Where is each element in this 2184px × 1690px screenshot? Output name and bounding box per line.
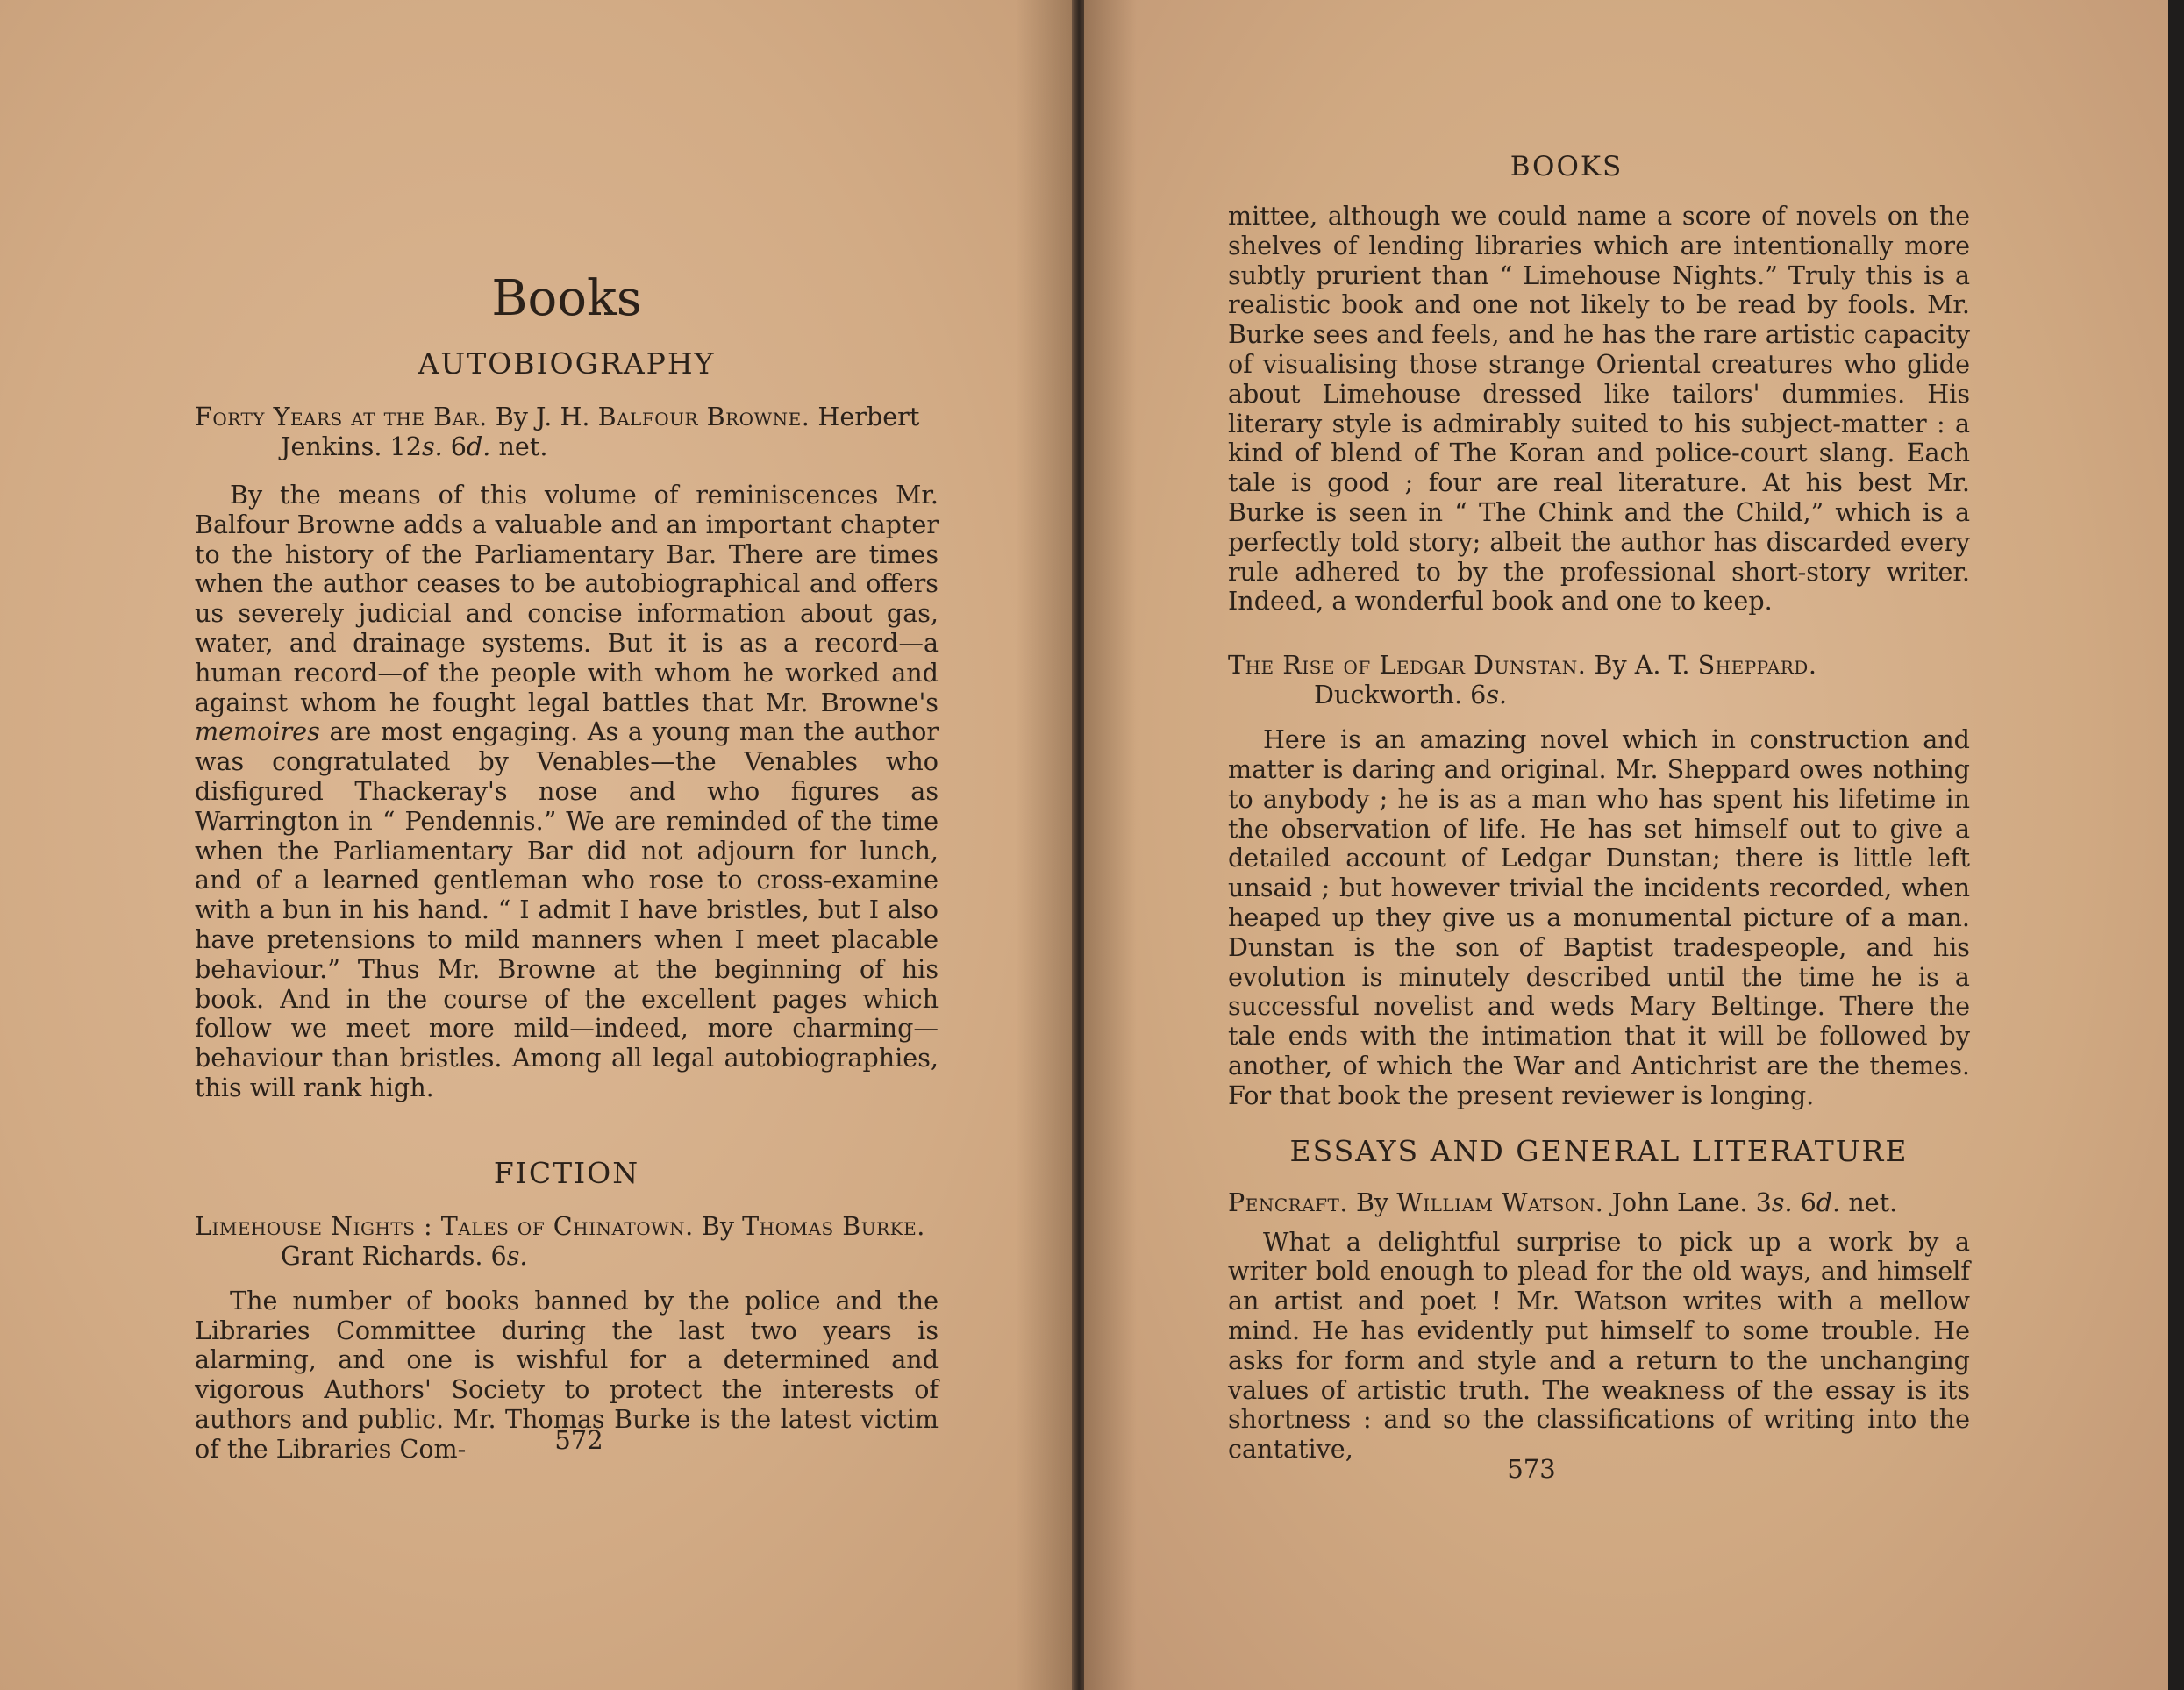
- price-net: net.: [498, 431, 548, 461]
- section-heading-fiction: FICTION: [493, 1155, 640, 1190]
- running-head: BOOKS: [1510, 151, 1624, 182]
- author-name: William Watson.: [1396, 1187, 1604, 1217]
- review-text: are most engaging. As a young man the author was congratulated by Venables—the Venables who disfigured Thackeray's nose and who figures as Warrington in “ Pendennis.” We are reminded of the time when the Parliamentary Bar did not adjourn for lunch, and of a learned gentleman who rose to cross-examine with a bun in his hand. “ I admit I have bristles, but I also have pretensions to mild manners when I meet placable behaviour.” Thus Mr. Browne at the beginning of his book. And in the course of the excellent pages which follow we meet more mild—indeed, more charming—behaviour than bristles. Among all legal autobiographies, this will rank high.: [195, 717, 939, 1102]
- book-title: The Rise of Ledgar Dunstan.: [1228, 650, 1587, 681]
- price: 6s.: [490, 1240, 528, 1271]
- review-paragraph: What a delightful surprise to pick up a work by a writer bold enough to plead for the old ways, and himself an artist and poet ! Mr. Watson writes with a mellow mind. He has evidently put himself to some trouble. He asks for form and style and a return to the unchanging values of artistic truth. The weakness of the essay is its shortness : and so the classifications of writing into the cantative,: [1228, 1226, 1970, 1465]
- book-entry-pencraft: [1228, 1187, 1970, 1217]
- price-pence: 6d.: [1800, 1187, 1841, 1217]
- right-page: [1084, 0, 2168, 1690]
- gutter-shadow-left: [1016, 0, 1077, 1690]
- left-column: [195, 270, 939, 1465]
- book-title: Forty Years at the Bar.: [195, 402, 488, 431]
- byline: By J. H.: [495, 402, 590, 431]
- price-shillings: 3s.: [1755, 1187, 1793, 1217]
- book-entry-limehouse-nights: [195, 1211, 939, 1271]
- publisher: Grant Richards.: [281, 1240, 483, 1271]
- review-text: By the means of this volume of reminiscences Mr. Balfour Browne adds a valuable and an important chapter to the history of the Parliamentary Bar. There are times when the author ceases to be autobiographical and offers us severely judicial and concise information about gas, water, and drainage systems. But it is as a record—a human record—of the people with whom he worked and against whom he fought legal battles that Mr. Browne's: [195, 480, 939, 717]
- book-entry-forty-years: [195, 402, 939, 461]
- publisher: John Lane.: [1611, 1187, 1748, 1217]
- byline: By A. T.: [1594, 650, 1690, 681]
- book-entry-ledgar-dunstan: [1228, 650, 1970, 710]
- background-edge: [2168, 0, 2184, 1690]
- gutter-shadow-right: [1084, 0, 1137, 1690]
- byline: By: [1356, 1187, 1389, 1217]
- right-column: [1228, 202, 1970, 1465]
- review-continuation: mittee, although we could name a score of novels on the shelves of lending libraries which are intentionally more subtly prurient than “ Limehouse Nights.” Truly this is a realistic book and one not likely to be read by fools. Mr. Burke sees and feels, and he has the rare artistic capacity of visualising those strange Oriental creatures who glide about Limehouse dressed like tailors' dummies. His literary style is admirably suited to his subject-matter : a kind of blend of The Koran and police-court slang. Each tale is good ; four are real literature. At his best Mr. Burke is seen in “ The Chink and the Child,” which is a perfectly told story; albeit the author has discarded every rule adhered to by the professional short-story writer. Indeed, a wonderful book and one to keep.: [1228, 201, 1970, 617]
- author-name: Thomas Burke.: [742, 1210, 925, 1241]
- book-title: Limehouse Nights : Tales of Chinatown.: [195, 1210, 694, 1241]
- price-net: net.: [1848, 1187, 1898, 1217]
- section-heading-autobiography: AUTOBIOGRAPHY: [418, 346, 716, 381]
- page-number: 572: [554, 1425, 603, 1455]
- left-page: [0, 0, 1077, 1690]
- publisher: Duckworth.: [1314, 680, 1463, 710]
- review-paragraph: The number of books banned by the police and the Libraries Committee during the last two years is alarming, and one is wishful for a determined and vigorous Authors' Society to protect the interests of authors and public. Mr. Thomas Burke is the latest victim of the Libraries Com-: [195, 1285, 939, 1464]
- review-paragraph: Here is an amazing novel which in construction and matter is daring and original. Mr. Sheppard owes nothing to anybody ; he is as a man who has spent his lifetime in the observation of life. He has set himself out to give a detailed account of Ledgar Dunstan; there is little left unsaid ; but however trivial the incidents recorded, when heaped up they give us a monumental picture of a man. Dunstan is the son of Baptist tradespeople, and his evolution is minutely described until the time he is a successful novelist and weds Mary Beltinge. There the tale ends with the intimation that it will be followed by another, of which the War and Antichrist are the themes. For that book the present reviewer is longing.: [1228, 724, 1970, 1110]
- page-title: Books: [491, 270, 642, 327]
- author-name: Sheppard.: [1697, 650, 1817, 681]
- price-pence: 6d.: [450, 431, 491, 461]
- byline: By: [701, 1210, 735, 1241]
- review-paragraph: [195, 481, 939, 1103]
- page-number: 573: [1507, 1454, 1556, 1484]
- price-shillings: 12s.: [389, 431, 443, 461]
- price: 6s.: [1470, 680, 1508, 710]
- section-heading-essays: ESSAYS AND GENERAL LITERATURE: [1289, 1133, 1909, 1168]
- book-title: Pencraft.: [1228, 1187, 1348, 1217]
- publisher: Herbert Jenkins.: [281, 402, 920, 461]
- author-name: Balfour Browne.: [597, 402, 810, 431]
- review-italic-word: memoires: [195, 717, 320, 747]
